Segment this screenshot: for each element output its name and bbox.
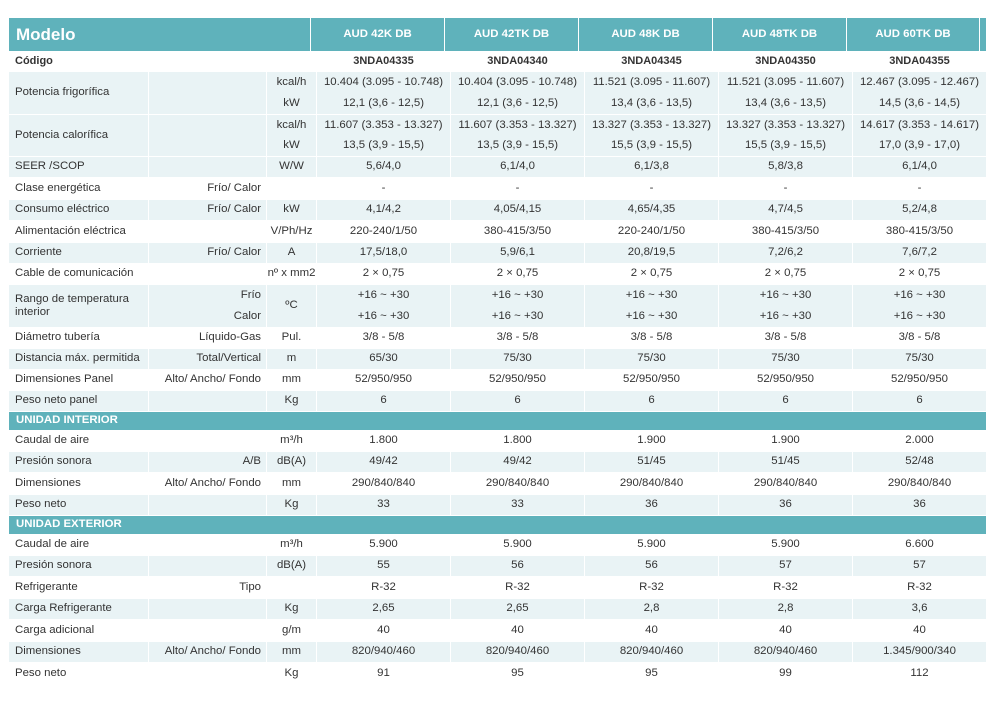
value-line: +16 ~ +30 [893, 309, 946, 322]
potencia-calorifica-row [9, 115, 986, 157]
row-value: 820/940/460 [585, 642, 719, 662]
row-value: 52/48 [905, 455, 934, 468]
row-value: 2,8 [719, 599, 853, 619]
value-line: 12,1 (3,6 - 12,5) [476, 96, 559, 109]
codigo-unit [267, 52, 317, 71]
row-sub: Alto/ Ancho/ Fondo [149, 642, 267, 662]
row-value: 1.800 [317, 431, 451, 451]
row-value: 290/840/840 [719, 473, 853, 494]
row-value: 5.900 [719, 535, 853, 555]
row-value: 820/940/460 [317, 642, 451, 662]
alimentacion-electrica-row [9, 221, 986, 243]
caudal-aire-int-row [9, 431, 986, 452]
row-sub [149, 285, 267, 327]
row-label: Distancia máx. permitida [9, 349, 149, 369]
row-value: 1.900 [719, 431, 853, 451]
peso-neto-int-row [9, 495, 986, 516]
value-line: 10.404 (3.095 - 10.748) [457, 75, 578, 88]
value-line: +16 ~ +30 [759, 288, 812, 301]
row-label: SEER /SCOP [9, 157, 149, 177]
row-sub [149, 535, 267, 555]
row-unit: Kg [267, 495, 317, 515]
value-line: +16 ~ +30 [625, 309, 678, 322]
row-unit: m [267, 349, 317, 369]
row-unit: Kg [267, 663, 317, 684]
value-line: 13,5 (3,9 - 15,5) [476, 139, 559, 152]
row-value: 2 × 0,75 [585, 264, 719, 284]
row-value: 3/8 - 5/8 [317, 328, 451, 348]
row-value: 380-415/3/50 [451, 221, 585, 242]
row-value: 57 [719, 556, 853, 576]
presion-sonora-ext-row [9, 556, 986, 577]
spec-table [9, 18, 986, 685]
row-unit [267, 115, 317, 156]
row-sub [149, 72, 267, 114]
row-sub: Alto/ Ancho/ Fondo [149, 473, 267, 494]
row-sub [149, 221, 267, 242]
row-label: Presión sonora [9, 452, 149, 472]
row-label: Diámetro tubería [9, 328, 149, 348]
row-sub: Frío/ Calor [149, 243, 267, 263]
row-label: Potencia frigorífica [9, 72, 149, 114]
row-value: 7,2/6,2 [719, 243, 853, 263]
value-line: 15,5 (3,9 - 15,5) [610, 139, 693, 152]
row-unit: nº x mm2 [267, 264, 317, 284]
row-value: R-32 [907, 580, 932, 593]
row-value: 6,1/4,0 [451, 157, 585, 177]
row-value [451, 72, 585, 114]
model-name: AUD 42TK DB [445, 18, 579, 51]
row-unit [267, 577, 317, 598]
value-line: +16 ~ +30 [625, 288, 678, 301]
row-unit: A [267, 243, 317, 263]
distancia-maxima-row [9, 349, 986, 370]
row-unit: Pul. [267, 328, 317, 348]
dimensiones-ext-row [9, 642, 986, 663]
row-value: 33 [451, 495, 585, 515]
row-value: 5,6/4,0 [317, 157, 451, 177]
value-line: 11.521 (3.095 - 11.607) [726, 75, 845, 88]
row-value: 5,2/4,8 [902, 203, 937, 216]
dimensiones-panel-row [9, 370, 986, 391]
row-sub: Alto/ Ancho/ Fondo [149, 370, 267, 390]
row-value: 3,6 [911, 602, 928, 615]
row-value: 5,8/3,8 [719, 157, 853, 177]
value-line: 14,5 (3,6 - 14,5) [878, 96, 961, 109]
row-value: 5,9/6,1 [451, 243, 585, 263]
row-value: 290/840/840 [585, 473, 719, 494]
row-label: Carga Refrigerante [9, 599, 149, 619]
value-line: +16 ~ +30 [491, 288, 544, 301]
row-value: 820/940/460 [451, 642, 585, 662]
row-value: 5.900 [585, 535, 719, 555]
model-name: AUD 48TK DB [713, 18, 847, 51]
diametro-tuberia-row [9, 328, 986, 349]
sub-line: Frío [240, 288, 261, 301]
row-value [585, 72, 719, 114]
row-value: 40 [317, 620, 451, 641]
row-label: Dimensiones [9, 642, 149, 662]
row-value: 2 × 0,75 [719, 264, 853, 284]
row-sub: Tipo [149, 577, 267, 598]
row-sub [149, 620, 267, 641]
row-value: 99 [719, 663, 853, 684]
row-value: 4,7/4,5 [719, 200, 853, 220]
row-value: - [585, 178, 719, 199]
row-value: 33 [317, 495, 451, 515]
value-line: +16 ~ +30 [357, 288, 410, 301]
row-unit: dB(A) [267, 556, 317, 576]
row-value: 290/840/840 [317, 473, 451, 494]
row-value: 3/8 - 5/8 [719, 328, 853, 348]
value-line: 15,5 (3,9 - 15,5) [744, 139, 827, 152]
row-label: Corriente [9, 243, 149, 263]
row-label: Clase energética [9, 178, 149, 199]
row-value: 4,1/4,2 [317, 200, 451, 220]
row-value: 49/42 [451, 452, 585, 472]
row-label: Cable de comunicación [9, 264, 149, 284]
section-header-interior [9, 412, 986, 431]
row-unit [267, 72, 317, 114]
row-value: 1.345/900/340 [883, 645, 956, 658]
row-unit: W/W [267, 157, 317, 177]
row-label: Alimentación eléctrica [9, 221, 149, 242]
row-label: Presión sonora [9, 556, 149, 576]
codigo-label: Código [9, 52, 149, 71]
row-value: 52/950/950 [451, 370, 585, 390]
row-sub [149, 264, 267, 284]
row-label: Potencia calorífica [9, 115, 149, 156]
row-value: 290/840/840 [887, 476, 952, 489]
row-value [719, 72, 853, 114]
row-value: 36 [913, 498, 926, 511]
row-unit: ºC [267, 285, 317, 327]
row-value: 7,6/7,2 [902, 246, 937, 259]
row-value: 2,65 [451, 599, 585, 619]
refrigerante-row [9, 577, 986, 599]
row-value: 55 [317, 556, 451, 576]
row-value: 36 [719, 495, 853, 515]
row-value: 112 [910, 666, 929, 679]
row-value: 95 [451, 663, 585, 684]
value-line: 14.617 (3.353 - 14.617) [859, 118, 980, 131]
row-value [853, 72, 986, 114]
value-line: 13.327 (3.353 - 13.327) [591, 118, 712, 131]
peso-neto-ext-row [9, 663, 986, 685]
section-header-exterior [9, 516, 986, 535]
potencia-frigorifica-row [9, 72, 986, 115]
rango-temperatura-row [9, 285, 986, 328]
unit-line: kW [283, 139, 300, 152]
row-label: Peso neto [9, 663, 149, 684]
row-unit: mm [267, 642, 317, 662]
row-value: 17,5/18,0 [317, 243, 451, 263]
row-value: - [451, 178, 585, 199]
value-line: 12.467 (3.095 - 12.467) [859, 75, 980, 88]
row-value: 91 [317, 663, 451, 684]
row-value: 2 × 0,75 [898, 267, 941, 280]
row-value: 6,1/4,0 [902, 160, 937, 173]
row-value: - [917, 181, 922, 194]
row-value [719, 285, 853, 327]
value-line: 12,1 (3,6 - 12,5) [342, 96, 425, 109]
row-value: R-32 [317, 577, 451, 598]
row-value: 820/940/460 [719, 642, 853, 662]
row-value: 40 [913, 623, 926, 636]
row-value: 6,1/3,8 [585, 157, 719, 177]
row-value: 220-240/1/50 [585, 221, 719, 242]
row-value [451, 285, 585, 327]
row-value: 57 [913, 559, 926, 572]
row-value: 3/8 - 5/8 [585, 328, 719, 348]
row-value [853, 115, 986, 156]
codigo-value: 3NDA04350 [719, 52, 853, 71]
row-value: 75/30 [451, 349, 585, 369]
row-value [317, 115, 451, 156]
row-value: 6 [451, 391, 585, 411]
unit-line: kcal/h [276, 75, 307, 88]
row-unit: dB(A) [267, 452, 317, 472]
row-value: R-32 [585, 577, 719, 598]
value-line: 13.327 (3.353 - 13.327) [725, 118, 846, 131]
model-name: AUD 42K DB [311, 18, 445, 51]
row-sub: Líquido-Gas [149, 328, 267, 348]
row-value: 75/30 [585, 349, 719, 369]
section-title: UNIDAD INTERIOR [16, 414, 118, 427]
header-title: Modelo [9, 18, 311, 51]
row-value: 6 [916, 394, 923, 407]
row-value: 5.900 [317, 535, 451, 555]
row-value: 2.000 [905, 434, 934, 447]
row-value: 2,8 [585, 599, 719, 619]
value-line: 17,0 (3,9 - 17,0) [878, 139, 961, 152]
row-sub [149, 115, 267, 156]
row-sub: A/B [149, 452, 267, 472]
table-header [9, 18, 986, 52]
row-value: 52/950/950 [585, 370, 719, 390]
row-unit: Kg [267, 391, 317, 411]
row-sub [149, 556, 267, 576]
row-value: 3/8 - 5/8 [451, 328, 585, 348]
row-value: 3/8 - 5/8 [898, 331, 941, 344]
value-line: 10.404 (3.095 - 10.748) [323, 75, 444, 88]
value-line: 11.607 (3.353 - 13.327) [324, 118, 443, 131]
row-value: - [317, 178, 451, 199]
row-unit: m³/h [267, 431, 317, 451]
row-value: 1.900 [585, 431, 719, 451]
row-unit: Kg [267, 599, 317, 619]
row-value: 6.600 [905, 538, 934, 551]
seer-scop-row [9, 157, 986, 178]
row-label: Dimensiones [9, 473, 149, 494]
row-value: 4,65/4,35 [585, 200, 719, 220]
value-line: +16 ~ +30 [759, 309, 812, 322]
value-line: 11.607 (3.353 - 13.327) [458, 118, 577, 131]
row-value: 52/950/950 [719, 370, 853, 390]
row-unit: kW [267, 200, 317, 220]
unit-line: kcal/h [276, 118, 307, 131]
row-sub [149, 599, 267, 619]
value-line: +16 ~ +30 [357, 309, 410, 322]
row-value: 40 [585, 620, 719, 641]
value-line: 11.521 (3.095 - 11.607) [592, 75, 711, 88]
codigo-value: 3NDA04335 [317, 52, 451, 71]
row-label: Carga adicional [9, 620, 149, 641]
row-label: Refrigerante [9, 577, 149, 598]
row-sub [149, 431, 267, 451]
row-value: 51/45 [719, 452, 853, 472]
row-label: Caudal de aire [9, 535, 149, 555]
row-value: 40 [719, 620, 853, 641]
row-value: 20,8/19,5 [585, 243, 719, 263]
row-sub [149, 495, 267, 515]
value-line: 13,5 (3,9 - 15,5) [342, 139, 425, 152]
consumo-electrico-row [9, 200, 986, 221]
row-unit: V/Ph/Hz [267, 221, 317, 242]
row-value: 1.800 [451, 431, 585, 451]
row-sub: Frío/ Calor [149, 178, 267, 199]
sub-line: Calor [233, 309, 261, 322]
row-label: Peso neto panel [9, 391, 149, 411]
row-value: 49/42 [317, 452, 451, 472]
codigo-sub [149, 52, 267, 71]
row-unit: g/m [267, 620, 317, 641]
row-sub [149, 391, 267, 411]
row-value: 2 × 0,75 [317, 264, 451, 284]
row-value [585, 285, 719, 327]
row-value: 2 × 0,75 [451, 264, 585, 284]
row-unit: mm [267, 473, 317, 494]
row-label: Peso neto [9, 495, 149, 515]
codigo-value: 3NDA04355 [889, 55, 950, 67]
row-label: Rango de temperatura interior [9, 285, 149, 327]
row-value: 6 [317, 391, 451, 411]
value-line: +16 ~ +30 [491, 309, 544, 322]
row-value: 380-415/3/50 [719, 221, 853, 242]
row-value: 5.900 [451, 535, 585, 555]
unit-line: kW [283, 96, 300, 109]
caudal-aire-ext-row [9, 535, 986, 556]
codigo-value: 3NDA04340 [451, 52, 585, 71]
row-sub [149, 157, 267, 177]
codigo-row [9, 52, 986, 72]
carga-adicional-row [9, 620, 986, 642]
row-value: 2,65 [317, 599, 451, 619]
row-sub: Frío/ Calor [149, 200, 267, 220]
row-value: - [719, 178, 853, 199]
row-value: 56 [585, 556, 719, 576]
row-value [719, 115, 853, 156]
row-value: R-32 [719, 577, 853, 598]
row-value: 6 [585, 391, 719, 411]
row-label: Consumo eléctrico [9, 200, 149, 220]
row-value: 65/30 [317, 349, 451, 369]
row-label: Caudal de aire [9, 431, 149, 451]
corriente-row [9, 243, 986, 264]
row-label: Dimensiones Panel [9, 370, 149, 390]
row-value [317, 72, 451, 114]
row-value: 95 [585, 663, 719, 684]
carga-refrigerante-row [9, 599, 986, 620]
row-sub: Total/Vertical [149, 349, 267, 369]
row-value: 4,05/4,15 [451, 200, 585, 220]
row-value: 75/30 [719, 349, 853, 369]
row-value: R-32 [451, 577, 585, 598]
presion-sonora-int-row [9, 452, 986, 473]
row-unit: mm [267, 370, 317, 390]
cable-comunicacion-row [9, 264, 986, 285]
row-value [585, 115, 719, 156]
row-value [451, 115, 585, 156]
row-sub [149, 663, 267, 684]
row-value: 40 [451, 620, 585, 641]
model-name: AUD 48K DB [579, 18, 713, 51]
row-value: 75/30 [905, 352, 934, 365]
row-value: 36 [585, 495, 719, 515]
row-value [853, 285, 986, 327]
dimensiones-int-row [9, 473, 986, 495]
row-value: 220-240/1/50 [317, 221, 451, 242]
row-value: 56 [451, 556, 585, 576]
row-unit: m³/h [267, 535, 317, 555]
model-name: AUD 60TK DB [847, 18, 980, 51]
codigo-value: 3NDA04345 [585, 52, 719, 71]
clase-energetica-row [9, 178, 986, 200]
value-line: +16 ~ +30 [893, 288, 946, 301]
row-value [317, 285, 451, 327]
row-value: 290/840/840 [451, 473, 585, 494]
row-value: 52/950/950 [317, 370, 451, 390]
row-value: 52/950/950 [890, 373, 948, 386]
section-title: UNIDAD EXTERIOR [16, 518, 122, 531]
row-value: 380-415/3/50 [885, 224, 954, 237]
row-value: 6 [719, 391, 853, 411]
value-line: 13,4 (3,6 - 13,5) [744, 96, 827, 109]
row-unit [267, 178, 317, 199]
row-value: 51/45 [585, 452, 719, 472]
value-line: 13,4 (3,6 - 13,5) [610, 96, 693, 109]
peso-neto-panel-row [9, 391, 986, 412]
